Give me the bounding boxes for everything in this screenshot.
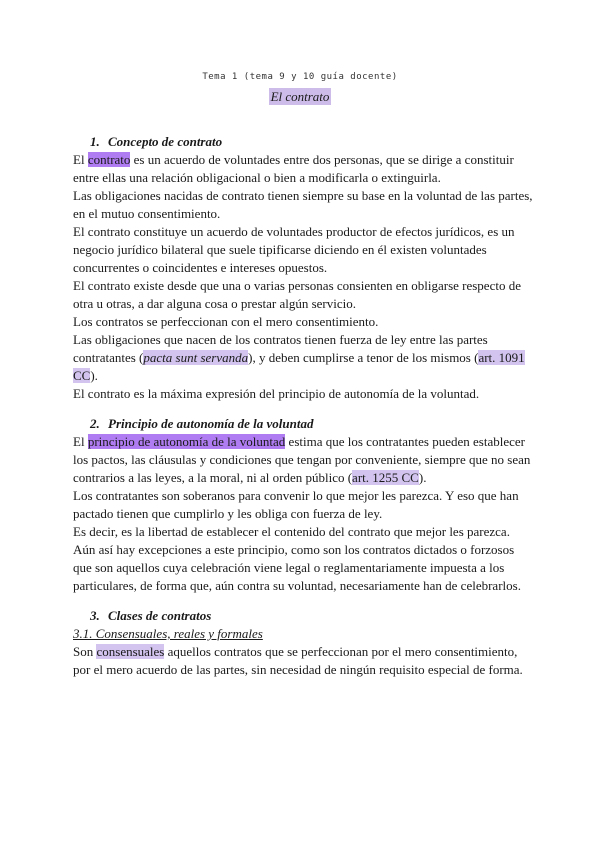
- paragraph: Aún así hay excepciones a este principio, como son los contratos dictados o forzosos que son aquellos cuya celebración viene legal o reglamentariamente impuesta a los particulares, de forma que, aún contra su voluntad, necesariamente han de celebrarlos.: [73, 542, 521, 593]
- paragraph: El principio de autonomía de la voluntad estima que los contratantes pueden establecer los pactos, las cláusulas y condiciones que tengan por conveniente, siempre que no sean contrarios a las leyes, a la moral, ni al orden público (art. 1255 CC).: [73, 434, 531, 485]
- paragraph: Son consensuales aquellos contratos que se perfeccionan por el mero consentimiento, por el mero acuerdo de las partes, sin necesidad de ningún requisito especial de forma.: [73, 644, 523, 677]
- section-heading-3: 3. Clases de contratos: [90, 608, 212, 623]
- paragraph: Los contratantes son soberanos para convenir lo que mejor les parezca. Y eso que han pactado tienen que cumplirlo y les obliga con fuerza de ley.: [73, 488, 519, 521]
- highlight: pacta sunt servanda: [143, 350, 249, 365]
- document-subtitle: El contrato: [270, 89, 330, 104]
- paragraph: El contrato es un acuerdo de voluntades entre dos personas, que se dirige a constituir entre ellas una relación obligacional o bien a modificarla o extinguirla.: [73, 152, 514, 185]
- paragraph: El contrato constituye un acuerdo de voluntades productor de efectos jurídicos, es un negocio jurídico bilateral que suele tipificarse diciendo en él existen voluntades concurrentes o coincidentes e intereses opuestos.: [73, 224, 515, 275]
- section-heading-2: 2. Principio de autonomía de la voluntad: [90, 416, 314, 431]
- document-body: [73, 133, 533, 679]
- paragraph: Los contratos se perfeccionan con el mero consentimiento.: [73, 314, 379, 329]
- highlight: contrato: [87, 152, 131, 167]
- highlight: principio de autonomía de la voluntad: [87, 434, 286, 449]
- paragraph: El contrato existe desde que una o varias personas consienten en obligarse respecto de otra u otras, a dar alguna cosa o prestar algún servicio.: [73, 278, 521, 311]
- highlight: art. 1091 CC: [73, 350, 525, 383]
- topic-title: Tema 1 (tema 9 y 10 guía docente): [202, 72, 398, 82]
- paragraph: Las obligaciones que nacen de los contratos tienen fuerza de ley entre las partes contratantes (pacta sunt servanda), y deben cumplirse a tenor de los mismos (art. 1091 CC).: [73, 332, 525, 383]
- document-header: [0, 70, 600, 106]
- paragraph: Las obligaciones nacidas de contrato tienen siempre su base en la voluntad de las partes, en el mutuo consentimiento.: [73, 188, 533, 221]
- paragraph: Es decir, es la libertad de establecer el contenido del contrato que mejor les parezca.: [73, 524, 510, 539]
- subsection-heading: 3.1. Consensuales, reales y formales: [73, 626, 263, 641]
- highlight: consensuales: [96, 644, 165, 659]
- paragraph: El contrato es la máxima expresión del principio de autonomía de la voluntad.: [73, 386, 480, 401]
- highlight: art. 1255 CC: [352, 470, 419, 485]
- section-heading-1: 1. Concepto de contrato: [90, 134, 223, 149]
